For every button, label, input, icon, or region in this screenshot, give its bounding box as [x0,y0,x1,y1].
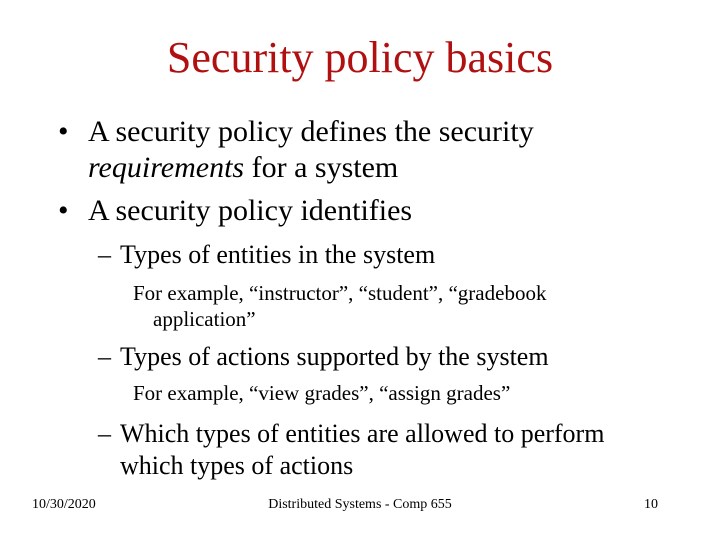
subbullet-3-line-2: which types of actions [120,451,354,480]
subbullet-marker: – [98,342,111,371]
slide-title: Security policy basics [166,33,554,82]
subbullet-marker: – [98,419,111,448]
example-1 [133,280,643,332]
footer-course: Distributed Systems - Comp 655 [268,497,452,512]
bullet-1-text: A security policy defines the security [88,115,534,148]
subbullet-marker: – [98,240,111,269]
bullet-marker: • [58,115,69,148]
bullet-1-emphasis: requirements [88,151,245,184]
example-1-line-1: For example, “instructor”, “student”, “gradebook [133,281,547,305]
bullet-2-text: A security policy identifies [88,194,413,227]
example-1-line-2: application” [153,307,256,331]
footer-page-number: 10 [644,497,658,512]
subbullet-1-text: Types of entities in the system [120,240,436,269]
subbullet-2-text: Types of actions supported by the system [120,342,549,371]
bullet-1-text-end: for a system [244,151,399,184]
footer-date: 10/30/2020 [32,497,96,512]
subbullet-3-line-1: Which types of entities are allowed to perform [120,419,605,448]
example-2-line-1: For example, “view grades”, “assign grades” [133,381,511,405]
example-2 [133,380,643,406]
bullet-marker: • [58,194,69,227]
